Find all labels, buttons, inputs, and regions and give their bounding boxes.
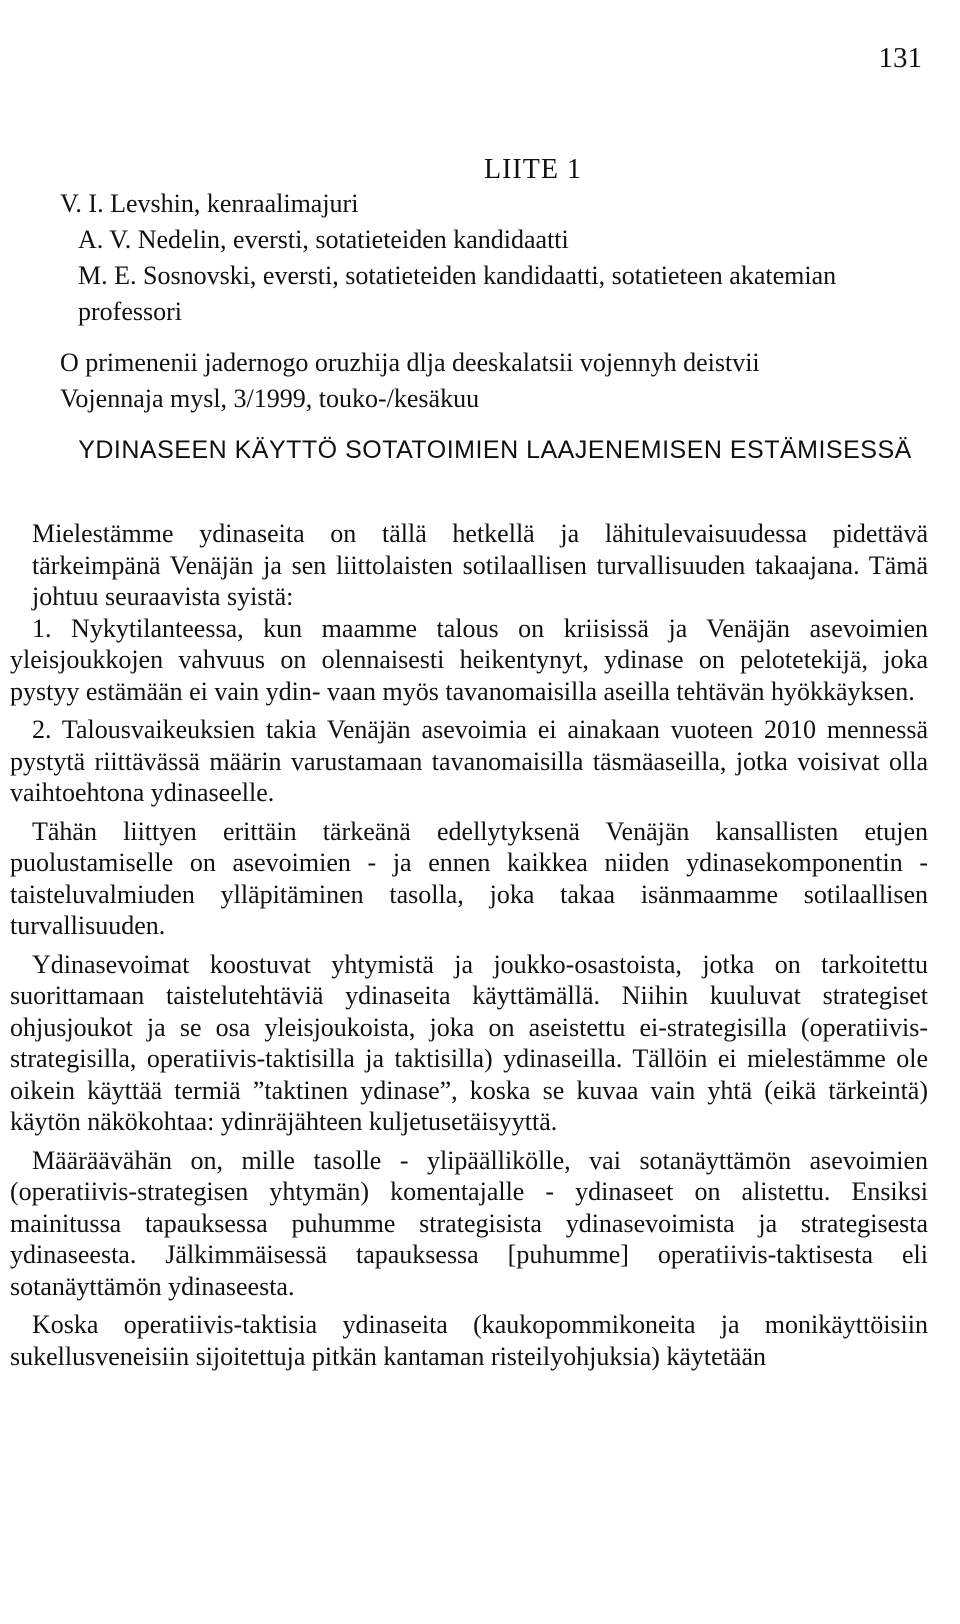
article-title: YDINASEEN KÄYTTÖ SOTATOIMIEN LAAJENEMISEN ESTÄMISESSÄ [78, 436, 912, 464]
paragraph: Ydinasevoimat koostuvat yhtymistä ja joukko-osastoista, jotka on tarkoitettu suorittamaan taistelutehtäviä ydinaseita käyttämällä. Niihin kuuluvat strategiset ohjusjoukot ja se osa yleisjoukoista, joka on aseistettu ei-strategisilla (operatiivis-strategisilla, operatiivis-taktisilla ja taktisilla) ydinaseilla. Tällöin ei mielestämme ole oikein käyttää termiä ”taktinen ydinase”, koska se kuvaa vain yhtä (eikä tärkeintä) käytön näkökohtaa: ydinräjähteen kuljetusetäisyyttä. [10, 949, 928, 1136]
paragraph: Määräävähän on, mille tasolle - ylipäällikölle, vai sotanäyttämön asevoimien (operatiivis-strategisen yhtymän) komentajalle - ydinaseet on alistettu. Ensiksi mainitussa tapauksessa puhumme strategisista ydinasevoimista ja strategisesta ydinaseesta. Jälkimmäisessä tapauksessa [puhumme] operatiivis-taktisesta eli sotanäyttämön ydinaseesta. [10, 1145, 928, 1301]
original-article-title: O primenenii jadernogo oruzhija dlja deeskalatsii vojennyh deistvii [60, 348, 760, 377]
author-line: M. E. Sosnovski, eversti, sotatieteiden kandidaatti, sotatieteen akatemian professori [78, 261, 837, 326]
publication-info: Vojennaja mysl, 3/1999, touko-/kesäkuu [60, 384, 480, 413]
paragraph: Tähän liittyen erittäin tärkeänä edellytyksenä Venäjän kansallisten etujen puolustamiselle on asevoimien - ja ennen kaikkea niiden ydinasekomponentin - taisteluvalmiuden ylläpitäminen tasolla, joka takaa isänmaamme sotilaallisen turvallisuuden. [10, 816, 928, 940]
numbered-paragraph: 2. Talousvaikeuksien takia Venäjän asevoimia ei ainakaan vuoteen 2010 mennessä pystytä riittävässä määrin varustamaan tavanomaisilla täsmäaseilla, jotka voisivat olla vaihtoehtona ydinaseelle. [10, 715, 928, 807]
body-text [10, 518, 928, 1372]
numbered-paragraph: 1. Nykytilanteessa, kun maamme talous on kriisissä ja Venäjän asevoimien yleisjoukkojen vahvuus on olennaisesti heikentynyt, ydinase on pelotetekijä, joka pystyy estämään ei vain ydin- vaan myös tavanomaisilla aseilla tehtävän hyökkäyksen. [10, 613, 928, 706]
source-citation [60, 345, 930, 417]
paragraph: Mielestämme ydinaseita on tällä hetkellä ja lähitulevaisuudessa pidettävä tärkeimpänä Venäjän ja sen liittolaisten sotilaallisen turvallisuuden takaajana. Tämä johtuu seuraavista syistä: [32, 519, 928, 611]
paragraph: Koska operatiivis-taktisia ydinaseita (kaukopommikoneita ja monikäyttöisiin sukellusveneisiin sijoitettuja pitkän kantaman risteilyohjuksia) käytetään [10, 1310, 928, 1371]
author-list [60, 186, 930, 330]
page-number: 131 [878, 42, 922, 74]
author-line: A. V. Nedelin, eversti, sotatieteiden kandidaatti [78, 225, 569, 254]
author-line: V. I. Levshin, kenraalimajuri [60, 189, 359, 218]
appendix-label: LIITE 1 [484, 154, 582, 185]
